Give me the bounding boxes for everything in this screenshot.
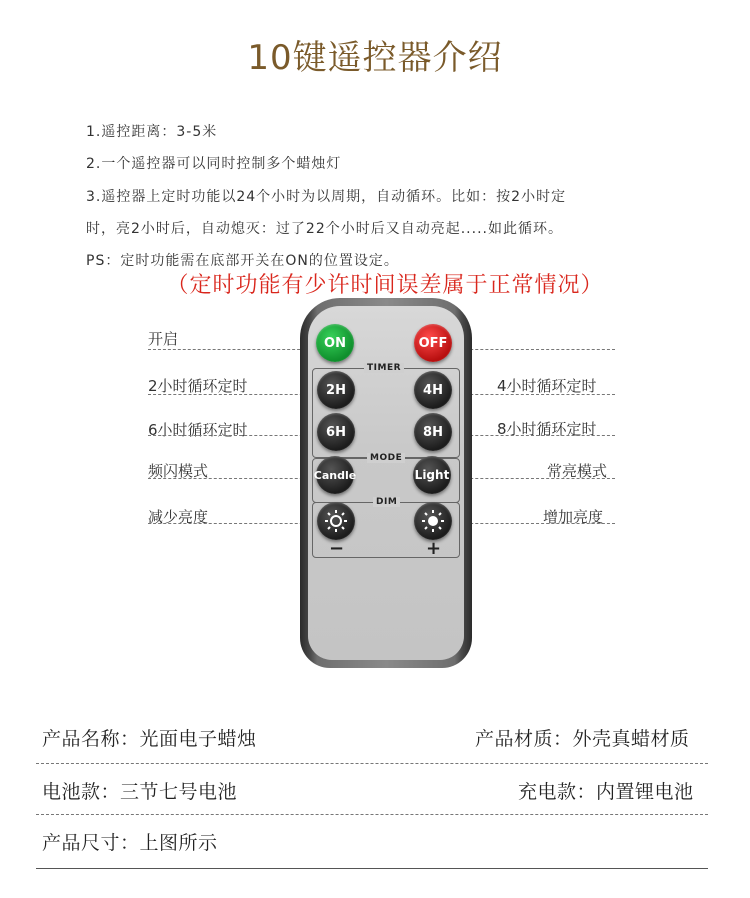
dim-down-button[interactable] — [317, 502, 355, 540]
on-button[interactable]: ON — [316, 324, 354, 362]
plus-symbol: + — [426, 538, 442, 559]
leader-line — [455, 478, 615, 479]
intro-line-4: 时，亮2小时后，自动熄灭：过了22个小时后又自动亮起.....如此循环。 — [86, 221, 563, 237]
label-timer-6h: 6小时循环定时 — [148, 421, 248, 439]
mode-group-label: MODE — [367, 453, 405, 463]
intro-line-1: 1.遥控距离：3-5米 — [86, 124, 218, 140]
spec-battery: 电池款：三节七号电池 — [42, 781, 238, 803]
leader-line — [148, 394, 318, 395]
timer-warning: （定时功能有少许时间误差属于正常情况） — [166, 273, 604, 298]
timer-8h-button[interactable]: 8H — [414, 413, 452, 451]
leader-line — [455, 394, 615, 395]
intro-line-5: PS：定时功能需在底部开关在ON的位置设定。 — [86, 253, 399, 269]
label-dim-down: 减少亮度 — [148, 508, 209, 526]
label-on: 开启 — [148, 330, 179, 348]
sun-bright-icon — [421, 509, 445, 533]
divider — [36, 868, 708, 869]
candle-mode-button[interactable]: Candle — [316, 456, 354, 494]
divider — [36, 763, 708, 764]
intro-line-3: 3.遥控器上定时功能以24个小时为以周期，自动循环。比如：按2小时定 — [86, 189, 567, 205]
label-flicker: 频闪模式 — [148, 462, 209, 480]
label-timer-4h: 4小时循环定时 — [497, 377, 597, 395]
intro-line-2: 2.一个遥控器可以同时控制多个蜡烛灯 — [86, 156, 342, 172]
label-timer-8h: 8小时循环定时 — [497, 420, 597, 438]
off-button[interactable]: OFF — [414, 324, 452, 362]
spec-size: 产品尺寸：上图所示 — [42, 832, 218, 854]
remote-control — [300, 298, 472, 668]
timer-group-label: TIMER — [364, 363, 404, 373]
remote-face — [308, 306, 464, 660]
light-mode-button[interactable]: Light — [413, 456, 451, 494]
divider — [36, 814, 708, 815]
label-timer-2h: 2小时循环定时 — [148, 377, 248, 395]
dim-group-label: DIM — [373, 497, 400, 507]
sun-dim-icon — [324, 509, 348, 533]
label-steady: 常亮模式 — [547, 462, 608, 480]
dim-up-button[interactable] — [414, 502, 452, 540]
leader-line — [455, 523, 615, 524]
leader-line — [455, 349, 615, 350]
leader-line — [148, 478, 318, 479]
leader-line — [148, 523, 318, 524]
spec-material: 产品材质：外壳真蜡材质 — [475, 728, 690, 750]
leader-line — [148, 435, 318, 436]
minus-symbol: − — [329, 538, 345, 559]
spec-charge: 充电款：内置锂电池 — [518, 781, 694, 803]
timer-4h-button[interactable]: 4H — [414, 371, 452, 409]
label-dim-up: 增加亮度 — [543, 508, 604, 526]
spec-product-name: 产品名称：光面电子蜡烛 — [42, 728, 257, 750]
leader-line — [148, 349, 320, 350]
timer-2h-button[interactable]: 2H — [317, 371, 355, 409]
leader-line — [455, 435, 615, 436]
timer-6h-button[interactable]: 6H — [317, 413, 355, 451]
page-title: 10键遥控器介绍 — [247, 38, 503, 78]
